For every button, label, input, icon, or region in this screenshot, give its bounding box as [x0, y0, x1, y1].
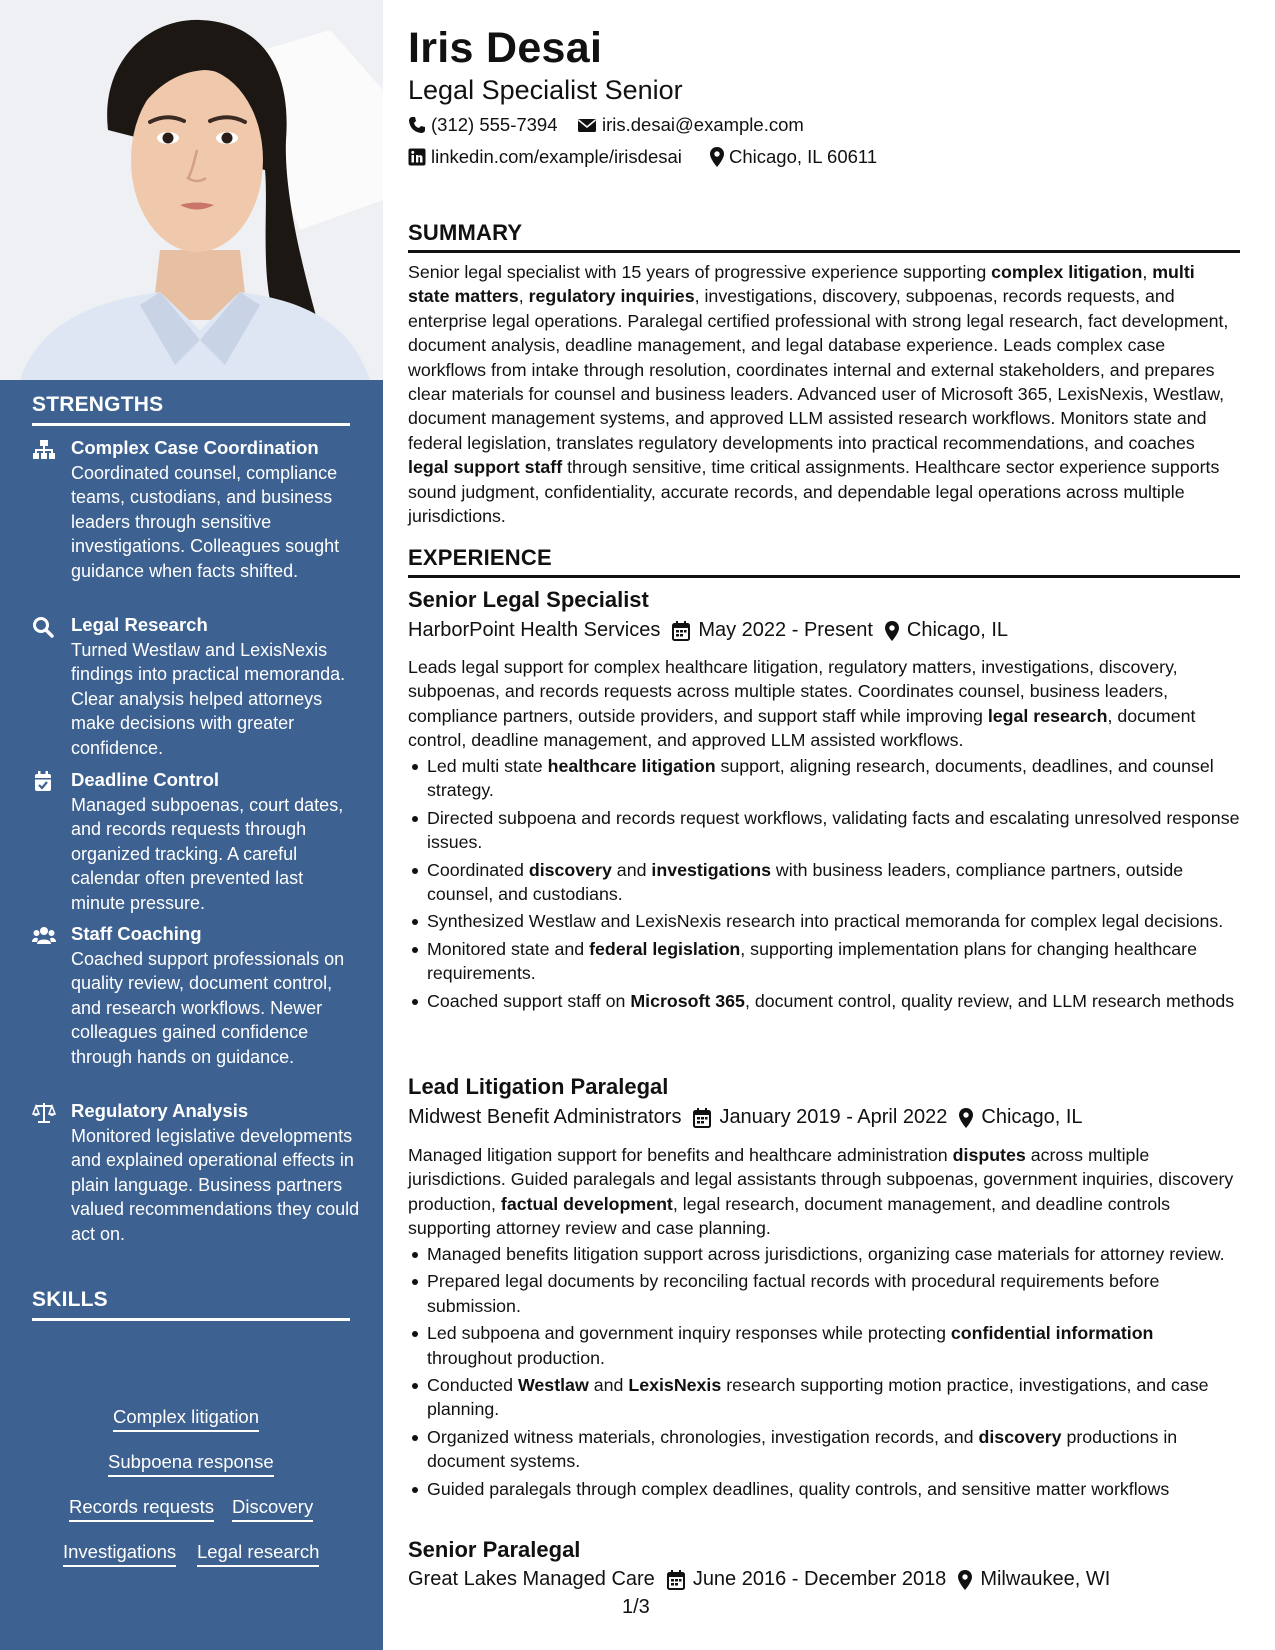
candidate-name: Iris Desai — [408, 24, 603, 72]
strength-description: Coordinated counsel, compliance teams, custodians, and business leaders through sensitive investigations. Colleagues sought guidance when facts shifted. — [71, 463, 340, 581]
experience-heading: EXPERIENCE — [408, 545, 1240, 578]
bullet-item — [408, 909, 1240, 933]
job-location: Chicago, IL — [981, 1106, 1083, 1128]
emphasis-text: Westlaw — [517, 1375, 589, 1396]
text-run: support, aligning research, documents, deadlines, and counsel strategy. — [427, 756, 1214, 801]
job-title: Senior Legal Specialist — [408, 587, 649, 612]
company-name: HarborPoint Health Services — [408, 619, 661, 641]
profile-photo — [0, 0, 383, 380]
skill-tag: Discovery — [232, 1496, 313, 1522]
job-meta — [408, 619, 1008, 642]
page-number: 1/3 — [622, 1596, 650, 1618]
strength-title: Complex Case Coordination — [71, 437, 319, 458]
candidate-title: Legal Specialist Senior — [408, 75, 683, 105]
linkedin-text[interactable]: linkedin.com/example/irisdesai — [431, 146, 682, 167]
emphasis-text: healthcare litigation — [547, 756, 716, 776]
emphasis-text: complex litigation — [991, 262, 1143, 282]
balance-scale-icon — [32, 1102, 56, 1124]
job-bullets — [408, 1242, 1240, 1504]
job-bullets — [408, 754, 1240, 1016]
text-run: and — [588, 1375, 629, 1396]
sidebar — [0, 0, 383, 1650]
emphasis-text: factual development — [500, 1193, 673, 1214]
text-run: Leads legal support for complex healthcare litigation, regulatory matters, investigations, discovery, subpoenas, and records requests across multiple states. Coordinates counsel, business leaders, compliance partners, outside providers, and support staff while improving — [408, 657, 1178, 726]
job-dates: January 2019 - April 2022 — [719, 1106, 948, 1128]
skills-heading: SKILLS — [32, 1288, 350, 1321]
map-marker-icon — [958, 1570, 972, 1590]
strength-title: Deadline Control — [71, 769, 220, 790]
emphasis-text: disputes — [952, 1145, 1026, 1165]
envelope-icon — [577, 117, 597, 133]
text-run: , investigations, discovery, subpoenas, records requests, and enterprise legal operations. Paralegal certified professional with strong legal research, fact development, document analysis, deadline management, and legal database experience. Leads complex case workflows from intake through resolution, coordinates internal and external stakeholders, and prepares clear materials for counsel and business leaders. Advanced user of Microsoft 365, LexisNexis, Westlaw, document management systems, and approved LLM assisted research workflows. Monitors state and federal legislation, translates regulatory developments into practical recommendations, and coaches — [408, 286, 1229, 453]
emphasis-text: legal support staff — [408, 457, 563, 478]
text-run: , — [518, 286, 529, 307]
job-dates: June 2016 - December 2018 — [692, 1568, 947, 1590]
bullet-item — [408, 1425, 1240, 1474]
linkedin-contact[interactable] — [408, 146, 682, 168]
emphasis-text: discovery — [528, 859, 612, 880]
strength-description: Monitored legislative developments and explained operational effects in plain language. Business partners valued recommendations they could act on. — [71, 1126, 360, 1244]
strengths-heading: STRENGTHS — [32, 393, 350, 426]
text-run: throughout production. — [427, 1347, 605, 1368]
map-marker-icon — [710, 147, 724, 167]
text-run: Led subpoena and government inquiry responses while protecting — [427, 1323, 951, 1344]
emphasis-text: Microsoft 365 — [630, 990, 745, 1011]
text-run: , document control, deadline management, and approved LLM assisted workflows. — [408, 705, 1196, 751]
phone-contact — [408, 114, 558, 136]
job-meta — [408, 1568, 1110, 1591]
skill-tag: Investigations — [63, 1541, 176, 1567]
company-name: Great Lakes Managed Care — [408, 1568, 655, 1590]
emphasis-text: regulatory inquiries — [528, 286, 695, 307]
text-run: , — [1142, 262, 1153, 282]
phone-text: (312) 555-7394 — [431, 114, 558, 135]
text-run: Directed subpoena and records request workflows, validating facts and escalating unresolved response issues. — [427, 807, 1240, 853]
users-icon — [32, 925, 56, 947]
skill-tag: Legal research — [197, 1541, 319, 1567]
text-run: Senior legal specialist with 15 years of progressive experience supporting — [408, 262, 992, 282]
emphasis-text: LexisNexis — [628, 1375, 722, 1396]
text-run: through sensitive, time critical assignments. Healthcare sector experience supports sound judgment, confidentiality, accurate records, and dependable legal operations across multiple jurisdictions. — [408, 457, 1220, 527]
text-run: Coached support staff on — [427, 990, 631, 1011]
bullet-item — [408, 858, 1240, 907]
company-name: Midwest Benefit Administrators — [408, 1106, 682, 1128]
strength-title: Staff Coaching — [71, 923, 202, 944]
bullet-item — [408, 937, 1240, 986]
job-title: Senior Paralegal — [408, 1537, 581, 1562]
text-run: Coordinated — [427, 859, 529, 880]
sitemap-icon — [32, 439, 56, 461]
strength-title: Regulatory Analysis — [71, 1100, 249, 1121]
map-marker-icon — [885, 621, 899, 641]
job-dates: May 2022 - Present — [698, 619, 873, 641]
job-location: Milwaukee, WI — [980, 1568, 1111, 1590]
calendar-check-icon — [32, 771, 56, 793]
calendar-icon — [693, 1108, 711, 1128]
text-run: Managed litigation support for benefits and healthcare administration — [408, 1145, 953, 1165]
email-contact[interactable] — [577, 114, 804, 136]
phone-icon — [408, 116, 426, 134]
emphasis-text: legal research — [987, 705, 1108, 726]
skill-tag: Records requests — [69, 1496, 214, 1522]
skill-tag: Complex litigation — [113, 1406, 259, 1432]
skill-tag: Subpoena response — [108, 1451, 274, 1477]
job-description — [408, 655, 1240, 753]
strength-description: Managed subpoenas, court dates, and records requests through organized tracking. A careful calendar often prevented last minute pressure. — [71, 795, 344, 913]
emphasis-text: investigations — [651, 859, 771, 880]
strength-title: Legal Research — [71, 614, 208, 635]
bullet-item — [408, 1242, 1240, 1266]
bullet-item — [408, 1477, 1240, 1501]
calendar-icon — [672, 621, 690, 641]
text-run: Led multi state — [427, 756, 548, 776]
job-location: Chicago, IL — [906, 619, 1009, 641]
strength-description: Coached support professionals on quality review, document control, and research workflows. Newer colleagues gained confidence through hands on guidance. — [71, 949, 345, 1067]
summary-text — [408, 260, 1240, 528]
summary-heading: SUMMARY — [408, 220, 1240, 253]
text-run: Synthesized Westlaw and LexisNexis research into practical memoranda for complex legal decisions. — [427, 911, 1224, 932]
text-run: , document control, quality review, and LLM research methods — [744, 990, 1235, 1011]
text-run: across multiple jurisdictions. Guided paralegals and legal assistants through subpoenas, government inquiries, discovery production, — [408, 1145, 1234, 1214]
bullet-item — [408, 1321, 1240, 1370]
job-description — [408, 1143, 1240, 1241]
bullet-item — [408, 989, 1240, 1013]
text-run: research supporting motion practice, investigations, and case planning. — [427, 1375, 1209, 1420]
location-text: Chicago, IL 60611 — [729, 146, 878, 167]
text-run: , supporting implementation plans for changing healthcare requirements. — [427, 938, 1197, 984]
location-contact — [710, 146, 877, 168]
emphasis-text: discovery — [978, 1426, 1062, 1447]
text-run: , legal research, document management, and deadline controls supporting attorney review and case planning. — [408, 1193, 1171, 1239]
text-run: Managed benefits litigation support across jurisdictions, organizing case materials for attorney review. — [427, 1244, 1225, 1264]
strength-description: Turned Westlaw and LexisNexis findings into practical memoranda. Clear analysis helped attorneys make decisions with greater confidence. — [71, 640, 346, 758]
emphasis-text: confidential information — [950, 1323, 1154, 1344]
text-run: productions in document systems. — [427, 1426, 1178, 1472]
email-text[interactable]: iris.desai@example.com — [602, 114, 804, 135]
calendar-icon — [667, 1570, 685, 1590]
text-run: and — [611, 859, 652, 880]
job-title: Lead Litigation Paralegal — [408, 1074, 669, 1099]
text-run: Conducted — [427, 1375, 518, 1396]
text-run: with business leaders, compliance partners, outside counsel, and custodians. — [427, 859, 1184, 905]
job-meta — [408, 1106, 1083, 1129]
text-run: Guided paralegals through complex deadlines, quality controls, and sensitive matter workflows — [427, 1478, 1170, 1499]
bullet-item — [408, 806, 1240, 855]
bullet-item — [408, 1373, 1240, 1422]
text-run: Monitored state and — [427, 938, 590, 959]
text-run: Prepared legal documents by reconciling factual records with procedural requirements before submission. — [427, 1271, 1160, 1316]
emphasis-text: multi state matters — [408, 262, 1195, 307]
emphasis-text: federal legislation — [589, 938, 741, 959]
text-run: Organized witness materials, chronologies, investigation records, and — [427, 1426, 979, 1447]
bullet-item — [408, 1269, 1240, 1318]
linkedin-icon — [408, 148, 426, 166]
bullet-item — [408, 754, 1240, 803]
map-marker-icon — [959, 1108, 973, 1128]
search-icon — [32, 616, 56, 638]
